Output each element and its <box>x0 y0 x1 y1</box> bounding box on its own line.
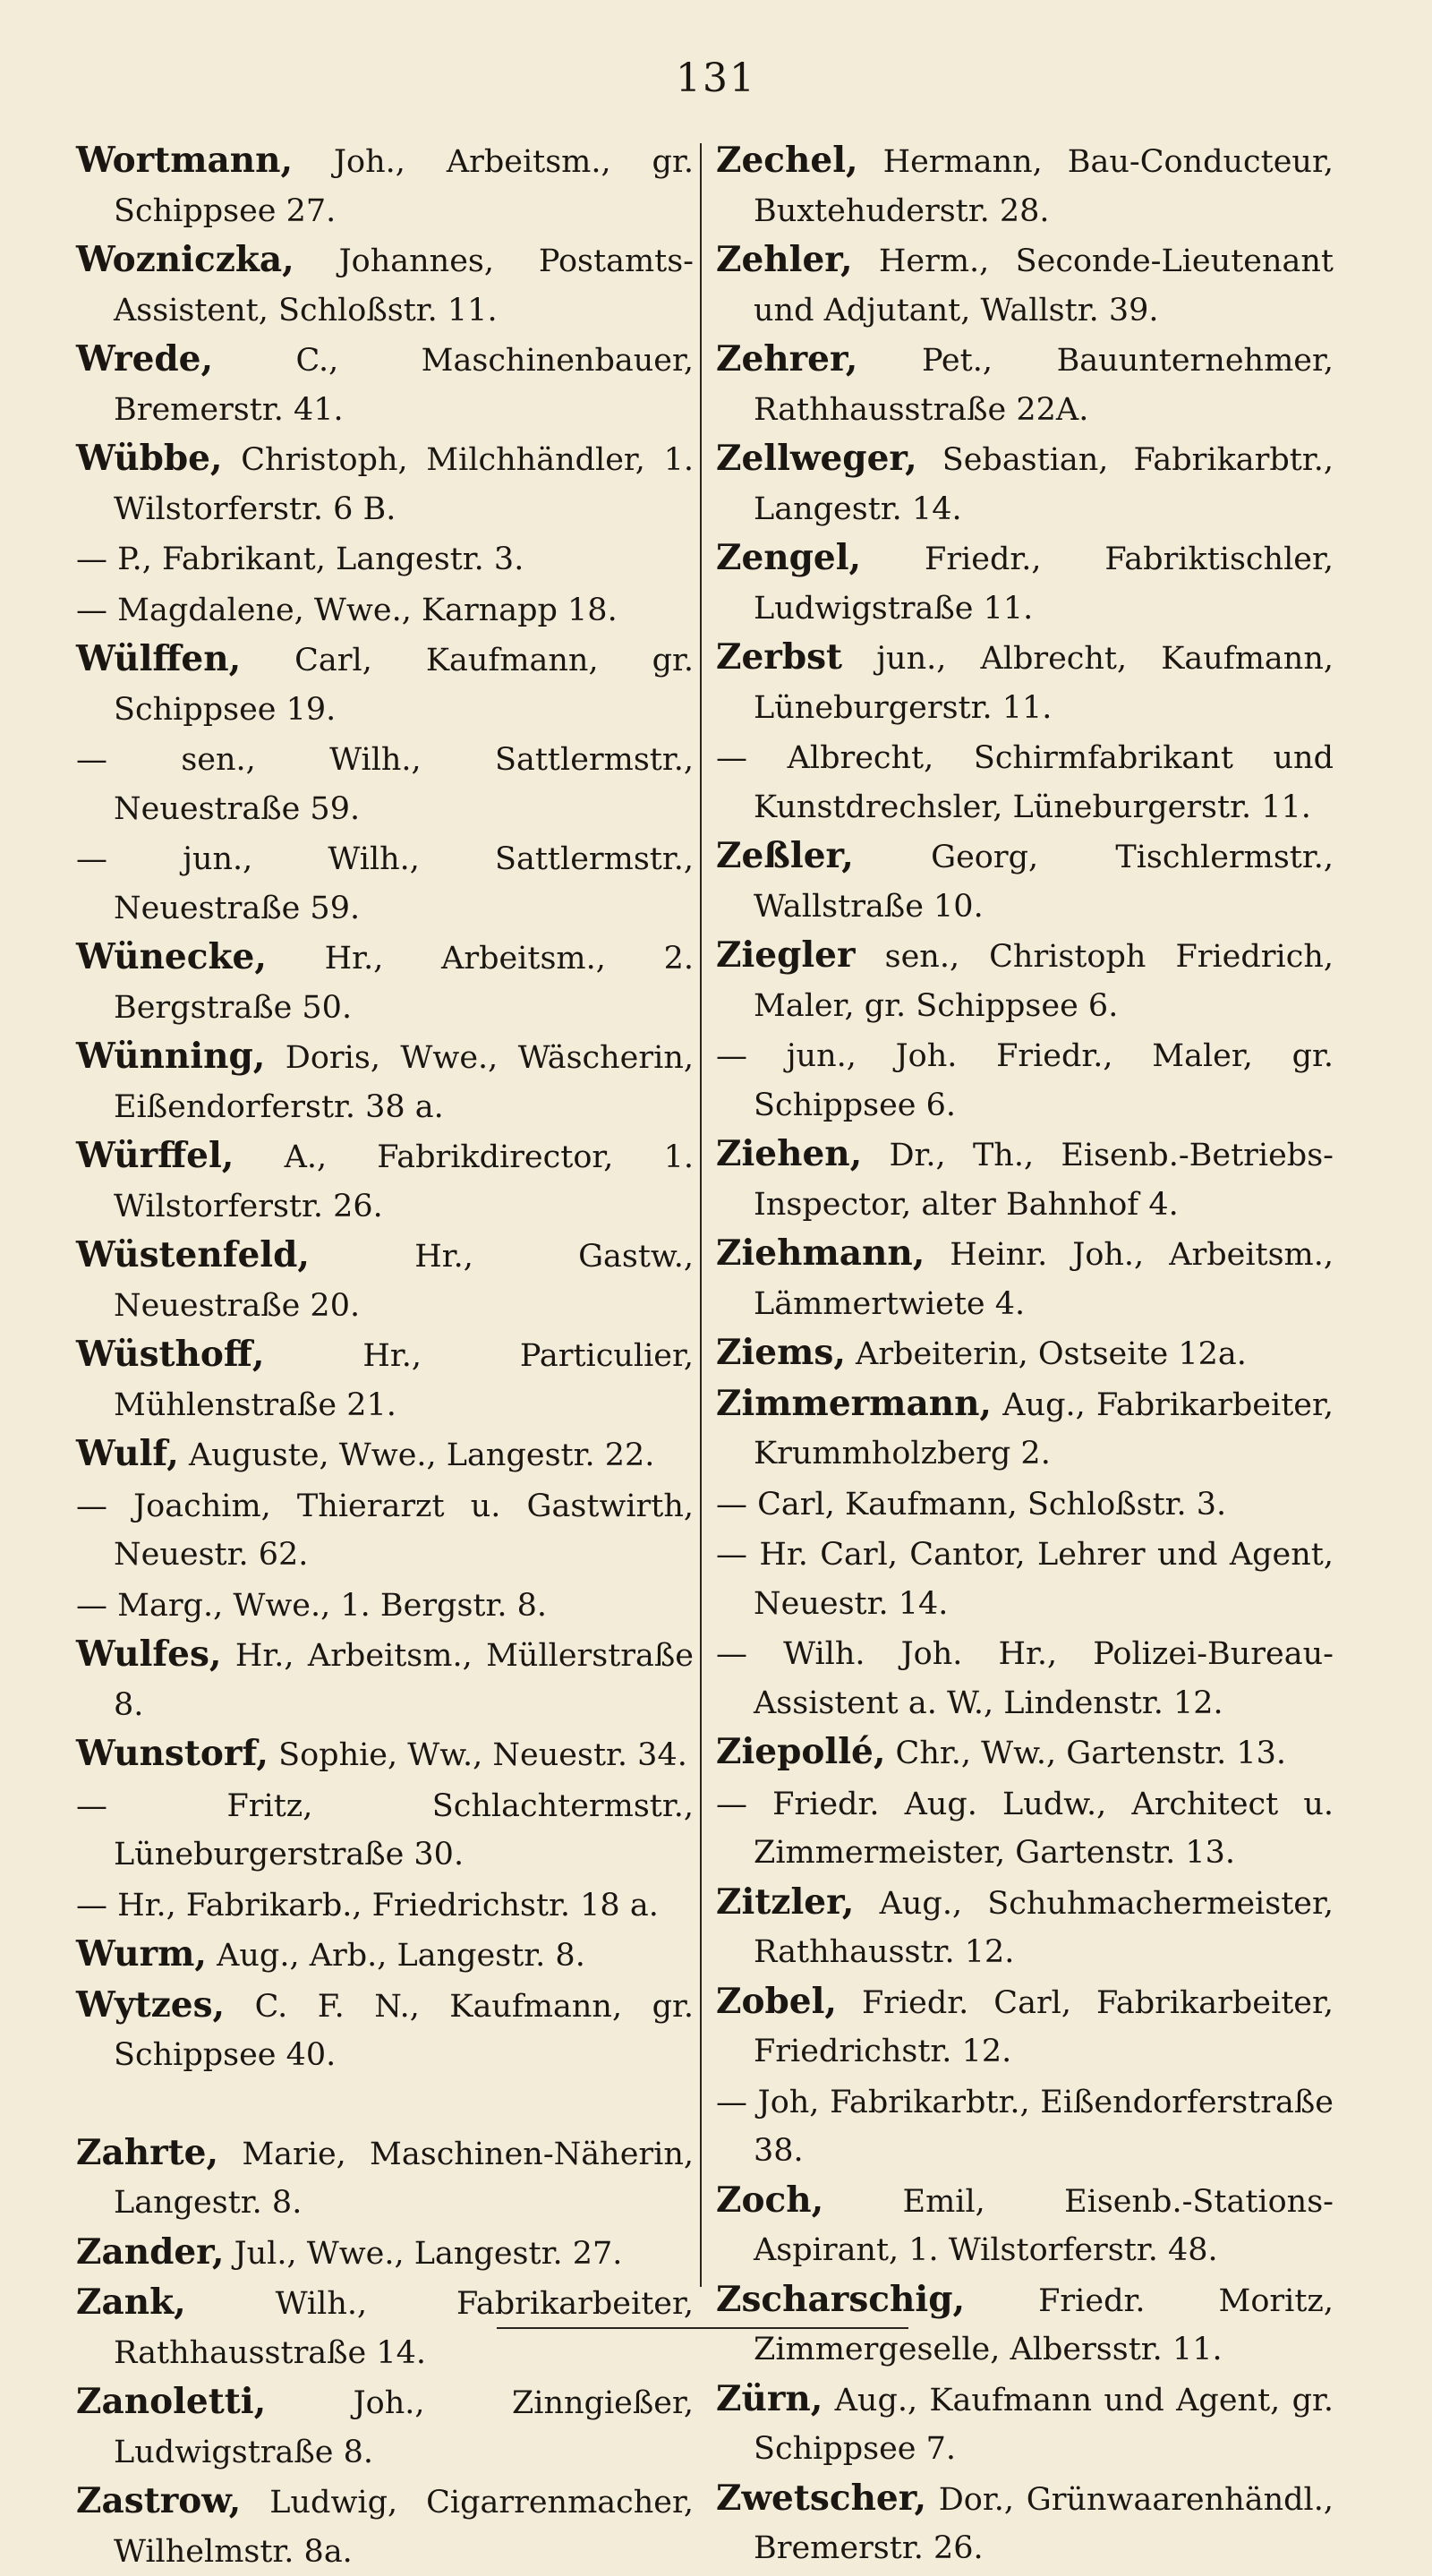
directory-entry <box>716 1229 1334 1328</box>
directory-entry <box>76 1930 694 1981</box>
entry-surname: Zanoletti, <box>76 2381 266 2422</box>
column-divider <box>700 143 702 2287</box>
entry-details: — Magdalene, Wwe., Karnapp 18. <box>76 593 618 628</box>
entry-details: sen., Christoph Friedrich, Maler, gr. Schippsee 6. <box>754 939 1334 1024</box>
directory-entry <box>716 931 1334 1030</box>
entry-details: — Hr. Carl, Cantor, Lehrer und Agent, Neuestr. 14. <box>716 1537 1334 1622</box>
entry-surname: Zerbst <box>716 636 842 678</box>
entry-details: Dr., Th., Eisenb.-Betriebs-Inspector, alter Bahnhof 4. <box>754 1138 1334 1223</box>
directory-entry <box>716 832 1334 931</box>
entry-surname: Ziehmann, <box>716 1233 925 1274</box>
entry-details: Marie, Maschinen-Näherin, Langestr. 8. <box>114 2137 694 2222</box>
directory-entry <box>716 1030 1334 1130</box>
directory-entry <box>716 2375 1334 2474</box>
entry-details: Aug., Schuhmachermeister, Rathhausstr. 12. <box>754 1886 1334 1971</box>
entry-details: A., Fabrikdirector, 1. Wilstorferstr. 26. <box>114 1139 694 1224</box>
entry-details: Auguste, Wwe., Langestr. 22. <box>189 1437 654 1473</box>
entry-surname: Zitzler, <box>716 1881 854 1923</box>
entry-details: Chr., Ww., Gartenstr. 13. <box>896 1736 1286 1771</box>
entry-details: Doris, Wwe., Wäscherin, Eißendorferstr. 38 a. <box>114 1040 694 1125</box>
directory-entry <box>76 2377 694 2477</box>
directory-entry <box>76 1729 694 1780</box>
entry-details: — jun., Wilh., Sattlermstr., Neuestraße 59. <box>76 841 694 926</box>
left-entries <box>76 136 694 2080</box>
entry-details: Wilh., Fabrikarbeiter, Rathhausstraße 14. <box>114 2286 694 2371</box>
entry-details: Hr., Arbeitsm., 2. Bergstraße 50. <box>114 941 694 1026</box>
directory-entry <box>716 335 1334 434</box>
entry-surname: Wrede, <box>76 338 213 380</box>
entry-details: — Albrecht, Schirmfabrikant und Kunstdrechsler, Lüneburgerstr. 11. <box>716 740 1334 825</box>
entry-details: Joh., Zinngießer, Ludwigstraße 8. <box>114 2385 694 2470</box>
entry-details: Pet., Bauunternehmer, Rathhausstraße 22A. <box>754 343 1334 428</box>
entry-surname: Zwetscher, <box>716 2478 926 2519</box>
entry-details: Dor., Grünwaarenhändl., Bremerstr. 26. <box>754 2482 1334 2567</box>
entry-details: — P., Fabrikant, Langestr. 3. <box>76 542 524 577</box>
entry-details: Hr., Gastw., Neuestraße 20. <box>114 1239 694 1324</box>
entry-details: Jul., Wwe., Langestr. 27. <box>234 2236 623 2272</box>
directory-entry <box>716 1328 1334 1379</box>
left-z-entries <box>76 2128 694 2576</box>
entry-surname: Zechel, <box>716 140 858 181</box>
entry-details: — Joh, Fabrikarbtr., Eißendorferstraße 38. <box>716 2085 1334 2170</box>
entry-details: Friedr., Fabriktischler, Ludwigstraße 11. <box>754 542 1334 627</box>
right-column <box>716 136 1334 2573</box>
entry-details: Herm., Seconde-Lieutenant und Adjutant, Wallstr. 39. <box>754 243 1334 328</box>
entry-surname: Zengel, <box>716 537 861 578</box>
directory-entry <box>76 584 694 635</box>
directory-entry <box>76 1131 694 1231</box>
entry-surname: Wozniczka, <box>76 239 294 280</box>
directory-entry <box>716 2275 1334 2375</box>
directory-entry <box>76 833 694 933</box>
directory-entry <box>716 1130 1334 1229</box>
entry-details: Aug., Kaufmann und Agent, gr. Schippsee 7. <box>754 2383 1334 2468</box>
entry-surname: Zscharschig, <box>716 2279 965 2320</box>
entry-surname: Wübbe, <box>76 438 223 479</box>
directory-entry <box>76 235 694 335</box>
entry-details: Christoph, Milchhändler, 1. Wilstorferstr. 6 B. <box>114 442 694 527</box>
directory-entry <box>76 1429 694 1480</box>
directory-entry <box>716 2077 1334 2176</box>
entry-surname: Zehler, <box>716 239 853 280</box>
entry-surname: Wülffen, <box>76 638 241 679</box>
entry-details: — jun., Joh. Friedr., Maler, gr. Schippsee 6. <box>716 1038 1334 1123</box>
entry-details: jun., Albrecht, Kaufmann, Lüneburgerstr. 11. <box>754 641 1334 726</box>
entry-surname: Zimmermann, <box>716 1383 992 1424</box>
left-column <box>76 136 694 2576</box>
entry-surname: Zastrow, <box>76 2480 241 2521</box>
directory-entry <box>716 2176 1334 2275</box>
directory-entry <box>76 1480 694 1580</box>
directory-entry <box>716 434 1334 533</box>
entry-surname: Zander, <box>76 2231 224 2273</box>
entry-details: C. F. N., Kaufmann, gr. Schippsee 40. <box>114 1989 694 2074</box>
directory-entry <box>716 1878 1334 1977</box>
entry-surname: Zank, <box>76 2282 186 2323</box>
entry-details: Arbeiterin, Ostseite 12a. <box>856 1336 1247 1372</box>
directory-entry <box>76 2228 694 2279</box>
entry-details: Carl, Kaufmann, gr. Schippsee 19. <box>114 643 694 728</box>
directory-entry <box>76 434 694 533</box>
directory-entry <box>76 1780 694 1880</box>
directory-entry <box>76 2477 694 2576</box>
directory-entry <box>716 1379 1334 1479</box>
directory-entry <box>76 1630 694 1729</box>
entry-details: Johannes, Postamts-Assistent, Schloßstr. 11. <box>114 243 694 328</box>
directory-entry <box>716 136 1334 235</box>
directory-entry <box>76 1330 694 1429</box>
entry-details: — Carl, Kaufmann, Schloßstr. 3. <box>716 1487 1226 1523</box>
entry-details: — sen., Wilh., Sattlermstr., Neuestraße 59. <box>76 742 694 827</box>
page-number: 131 <box>0 55 1432 101</box>
entry-details: Ludwig, Cigarrenmacher, Wilhelmstr. 8a. <box>114 2485 694 2570</box>
entry-details: — Fritz, Schlachtermstr., Lüneburgerstraße 30. <box>76 1788 694 1873</box>
directory-entry <box>716 1479 1334 1530</box>
directory-entry <box>716 235 1334 335</box>
entry-details: Heinr. Joh., Arbeitsm., Lämmertwiete 4. <box>754 1237 1334 1322</box>
directory-entry <box>76 734 694 833</box>
entry-surname: Zeßler, <box>716 835 854 876</box>
entry-details: Aug., Arb., Langestr. 8. <box>217 1938 585 1974</box>
entry-details: Friedr. Carl, Fabrikarbeiter, Friedrichstr. 12. <box>754 1985 1334 2070</box>
entry-surname: Ziepollé, <box>716 1731 885 1772</box>
bottom-rule <box>497 2327 908 2329</box>
directory-entry <box>76 1580 694 1631</box>
entry-surname: Zahrte, <box>76 2132 218 2173</box>
directory-entry <box>76 533 694 584</box>
entry-surname: Wunstorf, <box>76 1733 268 1774</box>
entry-surname: Wurm, <box>76 1933 207 1975</box>
entry-details: Sebastian, Fabrikarbtr., Langestr. 14. <box>754 442 1334 527</box>
right-entries <box>716 136 1334 2573</box>
directory-entry <box>716 732 1334 832</box>
entry-surname: Ziems, <box>716 1332 846 1373</box>
entry-details: Hr., Arbeitsm., Müllerstraße 8. <box>114 1638 694 1723</box>
entry-details: Hermann, Bau-Conducteur, Buxtehuderstr. 28. <box>754 144 1334 229</box>
directory-entry <box>716 1977 1334 2077</box>
entry-details: Georg, Tischlermstr., Wallstraße 10. <box>754 840 1334 925</box>
entry-surname: Wytzes, <box>76 1984 225 2026</box>
directory-entry <box>76 1032 694 1131</box>
entry-details: Aug., Fabrikarbeiter, Krummholzberg 2. <box>754 1387 1334 1472</box>
directory-entry <box>76 933 694 1032</box>
entry-details: Joh., Arbeitsm., gr. Schippsee 27. <box>114 144 694 229</box>
entry-details: — Wilh. Joh. Hr., Polizei-Bureau-Assistent a. W., Lindenstr. 12. <box>716 1636 1334 1721</box>
directory-entry <box>716 1727 1334 1778</box>
directory-entry <box>76 136 694 235</box>
directory-entry <box>76 335 694 434</box>
entry-surname: Zoch, <box>716 2179 823 2221</box>
directory-entry <box>76 1231 694 1330</box>
entry-surname: Ziegler <box>716 934 856 976</box>
entry-details: Emil, Eisenb.-Stations-Aspirant, 1. Wilstorferstr. 48. <box>754 2184 1334 2269</box>
directory-entry <box>76 635 694 734</box>
entry-surname: Ziehen, <box>716 1133 862 1174</box>
directory-entry <box>716 1628 1334 1727</box>
entry-details: — Joachim, Thierarzt u. Gastwirth, Neuestr. 62. <box>76 1488 694 1574</box>
entry-surname: Wortmann, <box>76 140 293 181</box>
directory-entry <box>76 1981 694 2080</box>
entry-details: — Marg., Wwe., 1. Bergstr. 8. <box>76 1588 547 1624</box>
entry-surname: Zellweger, <box>716 438 917 479</box>
directory-entry <box>716 1529 1334 1628</box>
directory-entry <box>716 533 1334 633</box>
entry-surname: Wünning, <box>76 1036 265 1077</box>
directory-entry <box>716 633 1334 732</box>
directory-entry <box>716 1778 1334 1878</box>
directory-entry <box>716 2474 1334 2573</box>
entry-details: Sophie, Ww., Neuestr. 34. <box>278 1737 687 1773</box>
entry-details: Hr., Particulier, Mühlenstraße 21. <box>114 1338 694 1423</box>
entry-details: Friedr. Moritz, Zimmergeselle, Albersstr. 11. <box>754 2283 1334 2368</box>
directory-entry <box>76 1880 694 1931</box>
entry-surname: Wulf, <box>76 1433 179 1474</box>
entry-surname: Wünecke, <box>76 936 267 977</box>
directory-entry <box>76 2128 694 2228</box>
entry-details: — Hr., Fabrikarb., Friedrichstr. 18 a. <box>76 1888 659 1923</box>
entry-details: C., Maschinenbauer, Bremerstr. 41. <box>114 343 694 428</box>
entry-surname: Wulfes, <box>76 1633 222 1675</box>
entry-details: — Friedr. Aug. Ludw., Architect u. Zimmermeister, Gartenstr. 13. <box>716 1787 1334 1872</box>
entry-surname: Zehrer, <box>716 338 857 380</box>
entry-surname: Zobel, <box>716 1981 837 2022</box>
entry-surname: Zürn, <box>716 2378 823 2419</box>
entry-surname: Wüstenfeld, <box>76 1234 310 1275</box>
section-gap <box>76 2080 694 2128</box>
entry-surname: Wüsthoff, <box>76 1334 265 1375</box>
entry-surname: Würffel, <box>76 1135 234 1176</box>
